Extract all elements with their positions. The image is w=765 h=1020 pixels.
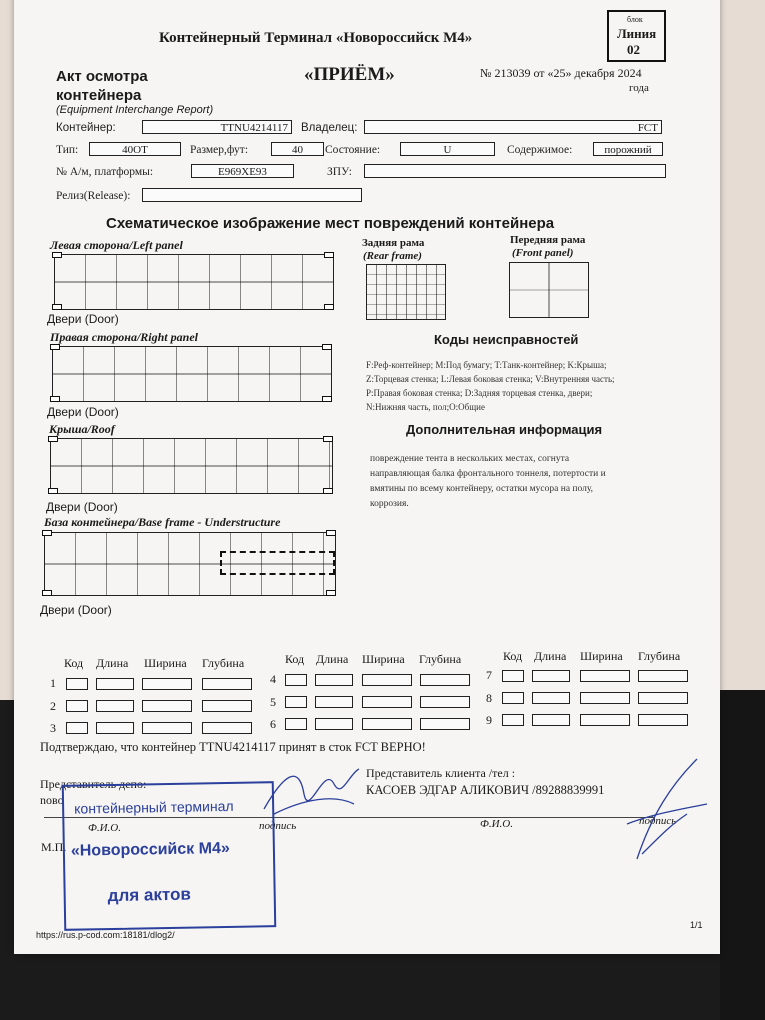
damage-code-cell <box>66 722 88 734</box>
depot-rep-label: Представитель депо: <box>40 777 147 791</box>
damage-depth-cell <box>202 700 252 712</box>
corner-marker <box>52 252 62 258</box>
damage-depth-cell <box>420 696 470 708</box>
depot-signature-label: подпись <box>259 820 297 832</box>
damage-length-cell <box>532 670 570 682</box>
front-frame-diagram <box>509 262 589 318</box>
depot-rep-label-2: noвo <box>40 793 64 807</box>
rear-frame-sub: (Rear frame) <box>363 250 422 262</box>
damage-length-cell <box>532 692 570 704</box>
door-label: Двери (Door) <box>46 500 118 514</box>
client-fio-label: Ф.И.О. <box>480 818 513 830</box>
additional-info-line: направляющая балка фронтального тоннеля, потертости и <box>370 469 606 479</box>
damage-code-cell <box>285 674 307 686</box>
row-number: 5 <box>270 695 276 709</box>
damage-code-cell <box>502 714 524 726</box>
col-header-length: Длина <box>534 649 567 663</box>
row-number: 1 <box>50 676 56 690</box>
left-panel-label: Левая сторона/Left panel <box>50 238 183 252</box>
corner-marker <box>322 396 332 402</box>
row-number: 2 <box>50 699 56 713</box>
col-header-length: Длина <box>96 656 129 670</box>
damage-depth-cell <box>202 678 252 690</box>
corner-marker <box>326 530 336 536</box>
defect-code-line: N:Нижняя часть, пол;O:Общие <box>366 402 485 412</box>
year-word: года <box>629 82 649 94</box>
right-panel-label: Правая сторона/Right panel <box>50 330 198 344</box>
col-header-depth: Глубина <box>638 649 681 663</box>
damage-depth-cell <box>202 722 252 734</box>
rear-frame-label: Задняя рама <box>362 237 425 249</box>
client-name: КАСОЕВ ЭДГАР АЛИКОВИЧ /89288839991 <box>366 783 605 797</box>
page-number: 1/1 <box>690 920 703 930</box>
damage-marked-area <box>220 551 335 575</box>
damage-width-cell <box>580 692 630 704</box>
corner-marker <box>50 396 60 402</box>
mp-label: М.П. <box>41 840 67 854</box>
size-label: Размер,фут: <box>190 144 249 156</box>
damage-length-cell <box>96 678 134 690</box>
door-label: Двери (Door) <box>47 405 119 419</box>
damage-length-cell <box>315 674 353 686</box>
col-header-length: Длина <box>316 652 349 666</box>
type-label: Тип: <box>56 144 79 156</box>
damage-length-cell <box>315 696 353 708</box>
base-label: База контейнера/Base frame - Understructure <box>44 515 281 529</box>
col-header-width: Ширина <box>580 649 623 663</box>
row-number: 9 <box>486 713 492 727</box>
schema-title: Схематическое изображение мест повреждений контейнера <box>106 215 555 232</box>
release-field <box>142 188 362 202</box>
roof-diagram <box>50 438 333 494</box>
corner-marker <box>322 344 332 350</box>
type-field: 40OT <box>89 142 181 156</box>
damage-length-cell <box>315 718 353 730</box>
front-frame-sub: (Front panel) <box>512 247 574 259</box>
additional-info-line: коррозия. <box>370 499 409 509</box>
damage-depth-cell <box>638 670 688 682</box>
roof-label: Крыша/Roof <box>49 422 115 436</box>
damage-code-cell <box>285 718 307 730</box>
damage-length-cell <box>96 722 134 734</box>
row-number: 3 <box>50 721 56 735</box>
rear-frame-diagram <box>366 264 446 320</box>
damage-depth-cell <box>420 674 470 686</box>
release-label: Релиз(Release): <box>56 190 131 202</box>
act-title-1: Акт осмотра <box>56 68 148 85</box>
contents-field: порожний <box>593 142 663 156</box>
corner-marker <box>48 488 58 494</box>
damage-length-cell <box>96 700 134 712</box>
stamp-line-1: контейнерный терминал <box>74 797 234 817</box>
col-header-depth: Глубина <box>419 652 462 666</box>
terminal-title: Контейнерный Терминал «Новороссийск М4» <box>159 30 473 46</box>
line-value: 02 <box>627 42 640 57</box>
damage-length-cell <box>532 714 570 726</box>
seal-label: ЗПУ: <box>327 166 352 178</box>
damage-depth-cell <box>638 692 688 704</box>
damage-code-cell <box>66 700 88 712</box>
corner-marker <box>323 436 333 442</box>
line-label: Линия <box>617 26 657 41</box>
background-dark <box>720 690 765 1020</box>
defect-code-line: F:Реф-контейнер; M:Под бумагу; T:Танк-контейнер; K:Крыша; <box>366 360 607 370</box>
additional-info-line: вмятины по всему контейнеру, остатки мусора на полу, <box>370 484 594 494</box>
client-signature-label: подпись <box>639 815 677 827</box>
col-header-width: Ширина <box>144 656 187 670</box>
stamp-line-2: «Новороссийск М4» <box>70 839 230 860</box>
damage-depth-cell <box>638 714 688 726</box>
container-label: Контейнер: <box>56 122 116 134</box>
doc-number: № 213039 от «25» декабря 2024 <box>480 66 642 80</box>
corner-marker <box>42 590 52 596</box>
col-header-depth: Глубина <box>202 656 245 670</box>
block-label: блок <box>627 15 643 24</box>
damage-width-cell <box>362 718 412 730</box>
client-signature-drawing <box>612 754 712 869</box>
client-rep-label: Представитель клиента /тел : <box>366 766 516 780</box>
damage-code-cell <box>502 670 524 682</box>
damage-width-cell <box>580 714 630 726</box>
additional-info-text <box>370 452 606 512</box>
damage-code-cell <box>66 678 88 690</box>
front-frame-label: Передняя рама <box>510 234 586 246</box>
damage-code-cell <box>285 696 307 708</box>
additional-info-line: повреждение тента в нескольких местах, согнута <box>370 454 570 464</box>
corner-marker <box>324 304 334 310</box>
size-field: 40 <box>271 142 324 156</box>
row-number: 8 <box>486 691 492 705</box>
act-subtitle: (Equipment Interchange Report) <box>56 104 214 116</box>
vehicle-field: E969XE93 <box>191 164 294 178</box>
col-header-code: Код <box>503 649 523 663</box>
container-field: TTNU4214117 <box>142 120 292 134</box>
page-url: https://rus.p-cod.com:18181/dlog2/ <box>36 930 175 940</box>
door-label: Двери (Door) <box>40 603 112 617</box>
damage-width-cell <box>142 678 192 690</box>
damage-depth-cell <box>420 718 470 730</box>
corner-marker <box>324 252 334 258</box>
company-stamp <box>62 781 277 931</box>
corner-marker <box>50 344 60 350</box>
corner-marker <box>42 530 52 536</box>
condition-field: U <box>400 142 495 156</box>
depot-fio-label: Ф.И.О. <box>88 822 121 834</box>
col-header-code: Код <box>64 656 84 670</box>
owner-label: Владелец: <box>301 122 358 134</box>
defect-codes-title: Коды неисправностей <box>434 332 579 347</box>
seal-field <box>364 164 666 178</box>
row-number: 7 <box>486 668 492 682</box>
act-title-2: контейнера <box>56 87 142 104</box>
col-header-width: Ширина <box>362 652 405 666</box>
contents-label: Содержимое: <box>507 144 573 156</box>
line-box <box>607 10 666 62</box>
corner-marker <box>323 488 333 494</box>
stamp-line-3: для актов <box>107 884 191 906</box>
condition-label: Состояние: <box>325 144 381 156</box>
corner-marker <box>52 304 62 310</box>
damage-width-cell <box>142 700 192 712</box>
door-label: Двери (Door) <box>47 312 119 326</box>
damage-width-cell <box>580 670 630 682</box>
damage-width-cell <box>362 696 412 708</box>
left-panel-diagram <box>54 254 334 310</box>
col-header-code: Код <box>285 652 305 666</box>
damage-width-cell <box>362 674 412 686</box>
damage-code-cell <box>502 692 524 704</box>
row-number: 4 <box>270 672 276 686</box>
vehicle-label: № А/м, платформы: <box>56 166 154 178</box>
right-panel-diagram <box>52 346 332 402</box>
confirm-text: Подтверждаю, что контейнер TTNU4214117 принят в сток FCT ВЕРНО! <box>40 740 426 754</box>
additional-info-title: Дополнительная информация <box>406 422 603 437</box>
defect-codes-list <box>366 358 615 414</box>
corner-marker <box>326 590 336 596</box>
mode-title: «ПРИЁМ» <box>304 64 395 85</box>
owner-field: FCT <box>364 120 662 134</box>
row-number: 6 <box>270 717 276 731</box>
damage-width-cell <box>142 722 192 734</box>
corner-marker <box>48 436 58 442</box>
defect-code-line: P:Правая боковая стенка; D:Задняя торцевая стенка, двери; <box>366 388 593 398</box>
defect-code-line: Z:Торцевая стенка; L:Левая боковая стенка; V:Внутренняя часть; <box>366 374 615 384</box>
